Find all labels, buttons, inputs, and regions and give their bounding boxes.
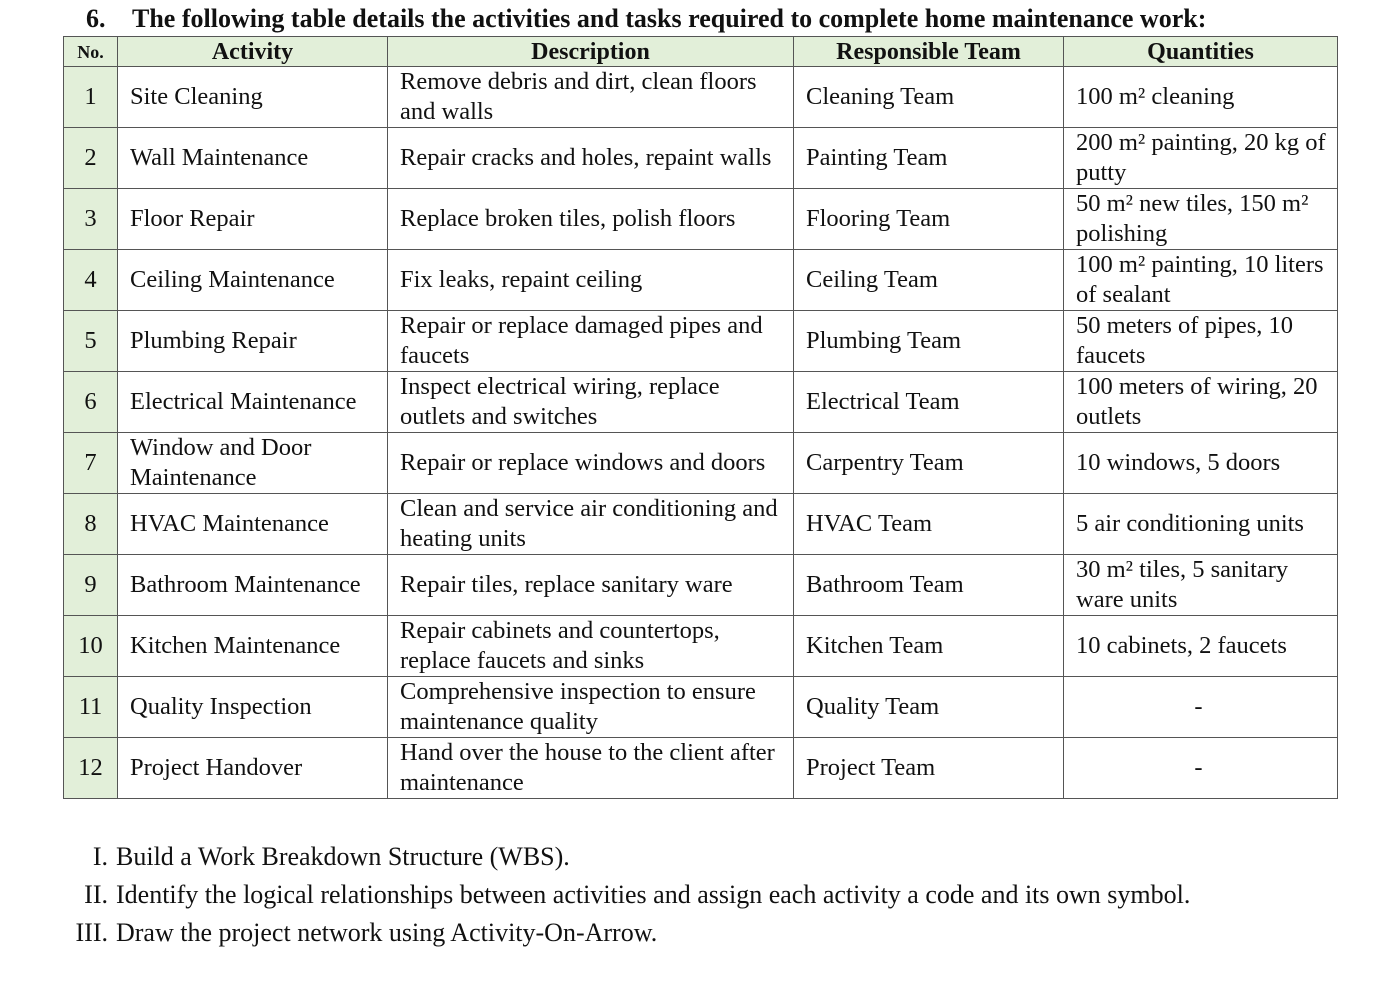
quantities-cell: 5 air conditioning units bbox=[1064, 494, 1338, 555]
row-number: 10 bbox=[64, 616, 118, 677]
task-text: Draw the project network using Activity-On-Arrow. bbox=[116, 918, 658, 947]
table-row bbox=[64, 311, 1338, 372]
row-number: 7 bbox=[64, 433, 118, 494]
activity-cell: Ceiling Maintenance bbox=[118, 250, 388, 311]
row-number: 5 bbox=[64, 311, 118, 372]
row-number: 3 bbox=[64, 189, 118, 250]
header-description: Description bbox=[388, 37, 794, 67]
team-cell: Kitchen Team bbox=[794, 616, 1064, 677]
row-number: 2 bbox=[64, 128, 118, 189]
task-numeral: III. bbox=[75, 918, 108, 947]
description-cell: Inspect electrical wiring, replace outlets and switches bbox=[388, 372, 794, 433]
table-row bbox=[64, 372, 1338, 433]
quantities-cell: 100 meters of wiring, 20 outlets bbox=[1064, 372, 1338, 433]
team-cell: HVAC Team bbox=[794, 494, 1064, 555]
quantities-cell: - bbox=[1064, 677, 1338, 738]
quantities-cell: 50 meters of pipes, 10 faucets bbox=[1064, 311, 1338, 372]
activity-cell: Plumbing Repair bbox=[118, 311, 388, 372]
description-cell: Repair or replace damaged pipes and faucets bbox=[388, 311, 794, 372]
team-cell: Quality Team bbox=[794, 677, 1064, 738]
table-row bbox=[64, 738, 1338, 799]
activity-cell: Wall Maintenance bbox=[118, 128, 388, 189]
activity-cell: Electrical Maintenance bbox=[118, 372, 388, 433]
row-number: 6 bbox=[64, 372, 118, 433]
header-responsible-team: Responsible Team bbox=[794, 37, 1064, 67]
table-row bbox=[64, 250, 1338, 311]
team-cell: Bathroom Team bbox=[794, 555, 1064, 616]
task-text: Identify the logical relationships between activities and assign each activity a code and its own symbol. bbox=[116, 880, 1191, 909]
description-cell: Comprehensive inspection to ensure maintenance quality bbox=[388, 677, 794, 738]
quantities-cell: 200 m² painting, 20 kg of putty bbox=[1064, 128, 1338, 189]
question-number: 6. bbox=[86, 4, 106, 33]
quantities-cell: 10 windows, 5 doors bbox=[1064, 433, 1338, 494]
quantities-cell: - bbox=[1064, 738, 1338, 799]
task-item bbox=[60, 838, 1360, 876]
team-cell: Project Team bbox=[794, 738, 1064, 799]
table-row bbox=[64, 433, 1338, 494]
row-number: 8 bbox=[64, 494, 118, 555]
table-row bbox=[64, 616, 1338, 677]
task-item bbox=[60, 914, 1360, 952]
team-cell: Cleaning Team bbox=[794, 67, 1064, 128]
description-cell: Fix leaks, repaint ceiling bbox=[388, 250, 794, 311]
description-cell: Repair or replace windows and doors bbox=[388, 433, 794, 494]
activity-cell: Quality Inspection bbox=[118, 677, 388, 738]
team-cell: Carpentry Team bbox=[794, 433, 1064, 494]
table-row bbox=[64, 555, 1338, 616]
team-cell: Electrical Team bbox=[794, 372, 1064, 433]
activity-cell: Site Cleaning bbox=[118, 67, 388, 128]
task-text: Build a Work Breakdown Structure (WBS). bbox=[116, 842, 570, 871]
header-no: No. bbox=[64, 37, 118, 67]
table-row bbox=[64, 494, 1338, 555]
row-number: 9 bbox=[64, 555, 118, 616]
activity-cell: Window and Door Maintenance bbox=[118, 433, 388, 494]
activities-table bbox=[63, 36, 1338, 799]
row-number: 1 bbox=[64, 67, 118, 128]
description-cell: Hand over the house to the client after maintenance bbox=[388, 738, 794, 799]
task-numeral: I. bbox=[92, 842, 108, 871]
table-header-row bbox=[64, 37, 1338, 67]
table-row bbox=[64, 67, 1338, 128]
table-row bbox=[64, 128, 1338, 189]
team-cell: Ceiling Team bbox=[794, 250, 1064, 311]
quantities-cell: 30 m² tiles, 5 sanitary ware units bbox=[1064, 555, 1338, 616]
header-quantities: Quantities bbox=[1064, 37, 1338, 67]
quantities-cell: 50 m² new tiles, 150 m² polishing bbox=[1064, 189, 1338, 250]
row-number: 11 bbox=[64, 677, 118, 738]
table-row bbox=[64, 677, 1338, 738]
question-heading bbox=[86, 2, 1206, 36]
team-cell: Flooring Team bbox=[794, 189, 1064, 250]
quantities-cell: 100 m² painting, 10 liters of sealant bbox=[1064, 250, 1338, 311]
description-cell: Clean and service air conditioning and heating units bbox=[388, 494, 794, 555]
description-cell: Repair cabinets and countertops, replace faucets and sinks bbox=[388, 616, 794, 677]
team-cell: Plumbing Team bbox=[794, 311, 1064, 372]
task-numeral: II. bbox=[84, 880, 108, 909]
table-row bbox=[64, 189, 1338, 250]
description-cell: Replace broken tiles, polish floors bbox=[388, 189, 794, 250]
description-cell: Repair cracks and holes, repaint walls bbox=[388, 128, 794, 189]
row-number: 4 bbox=[64, 250, 118, 311]
team-cell: Painting Team bbox=[794, 128, 1064, 189]
description-cell: Remove debris and dirt, clean floors and walls bbox=[388, 67, 794, 128]
activity-cell: Bathroom Maintenance bbox=[118, 555, 388, 616]
activity-cell: HVAC Maintenance bbox=[118, 494, 388, 555]
question-text: The following table details the activities and tasks required to complete home maintenance work: bbox=[132, 4, 1207, 33]
task-list bbox=[60, 838, 1360, 952]
quantities-cell: 100 m² cleaning bbox=[1064, 67, 1338, 128]
activity-cell: Kitchen Maintenance bbox=[118, 616, 388, 677]
row-number: 12 bbox=[64, 738, 118, 799]
activity-cell: Floor Repair bbox=[118, 189, 388, 250]
description-cell: Repair tiles, replace sanitary ware bbox=[388, 555, 794, 616]
activity-cell: Project Handover bbox=[118, 738, 388, 799]
header-activity: Activity bbox=[118, 37, 388, 67]
quantities-cell: 10 cabinets, 2 faucets bbox=[1064, 616, 1338, 677]
task-item bbox=[60, 876, 1360, 914]
